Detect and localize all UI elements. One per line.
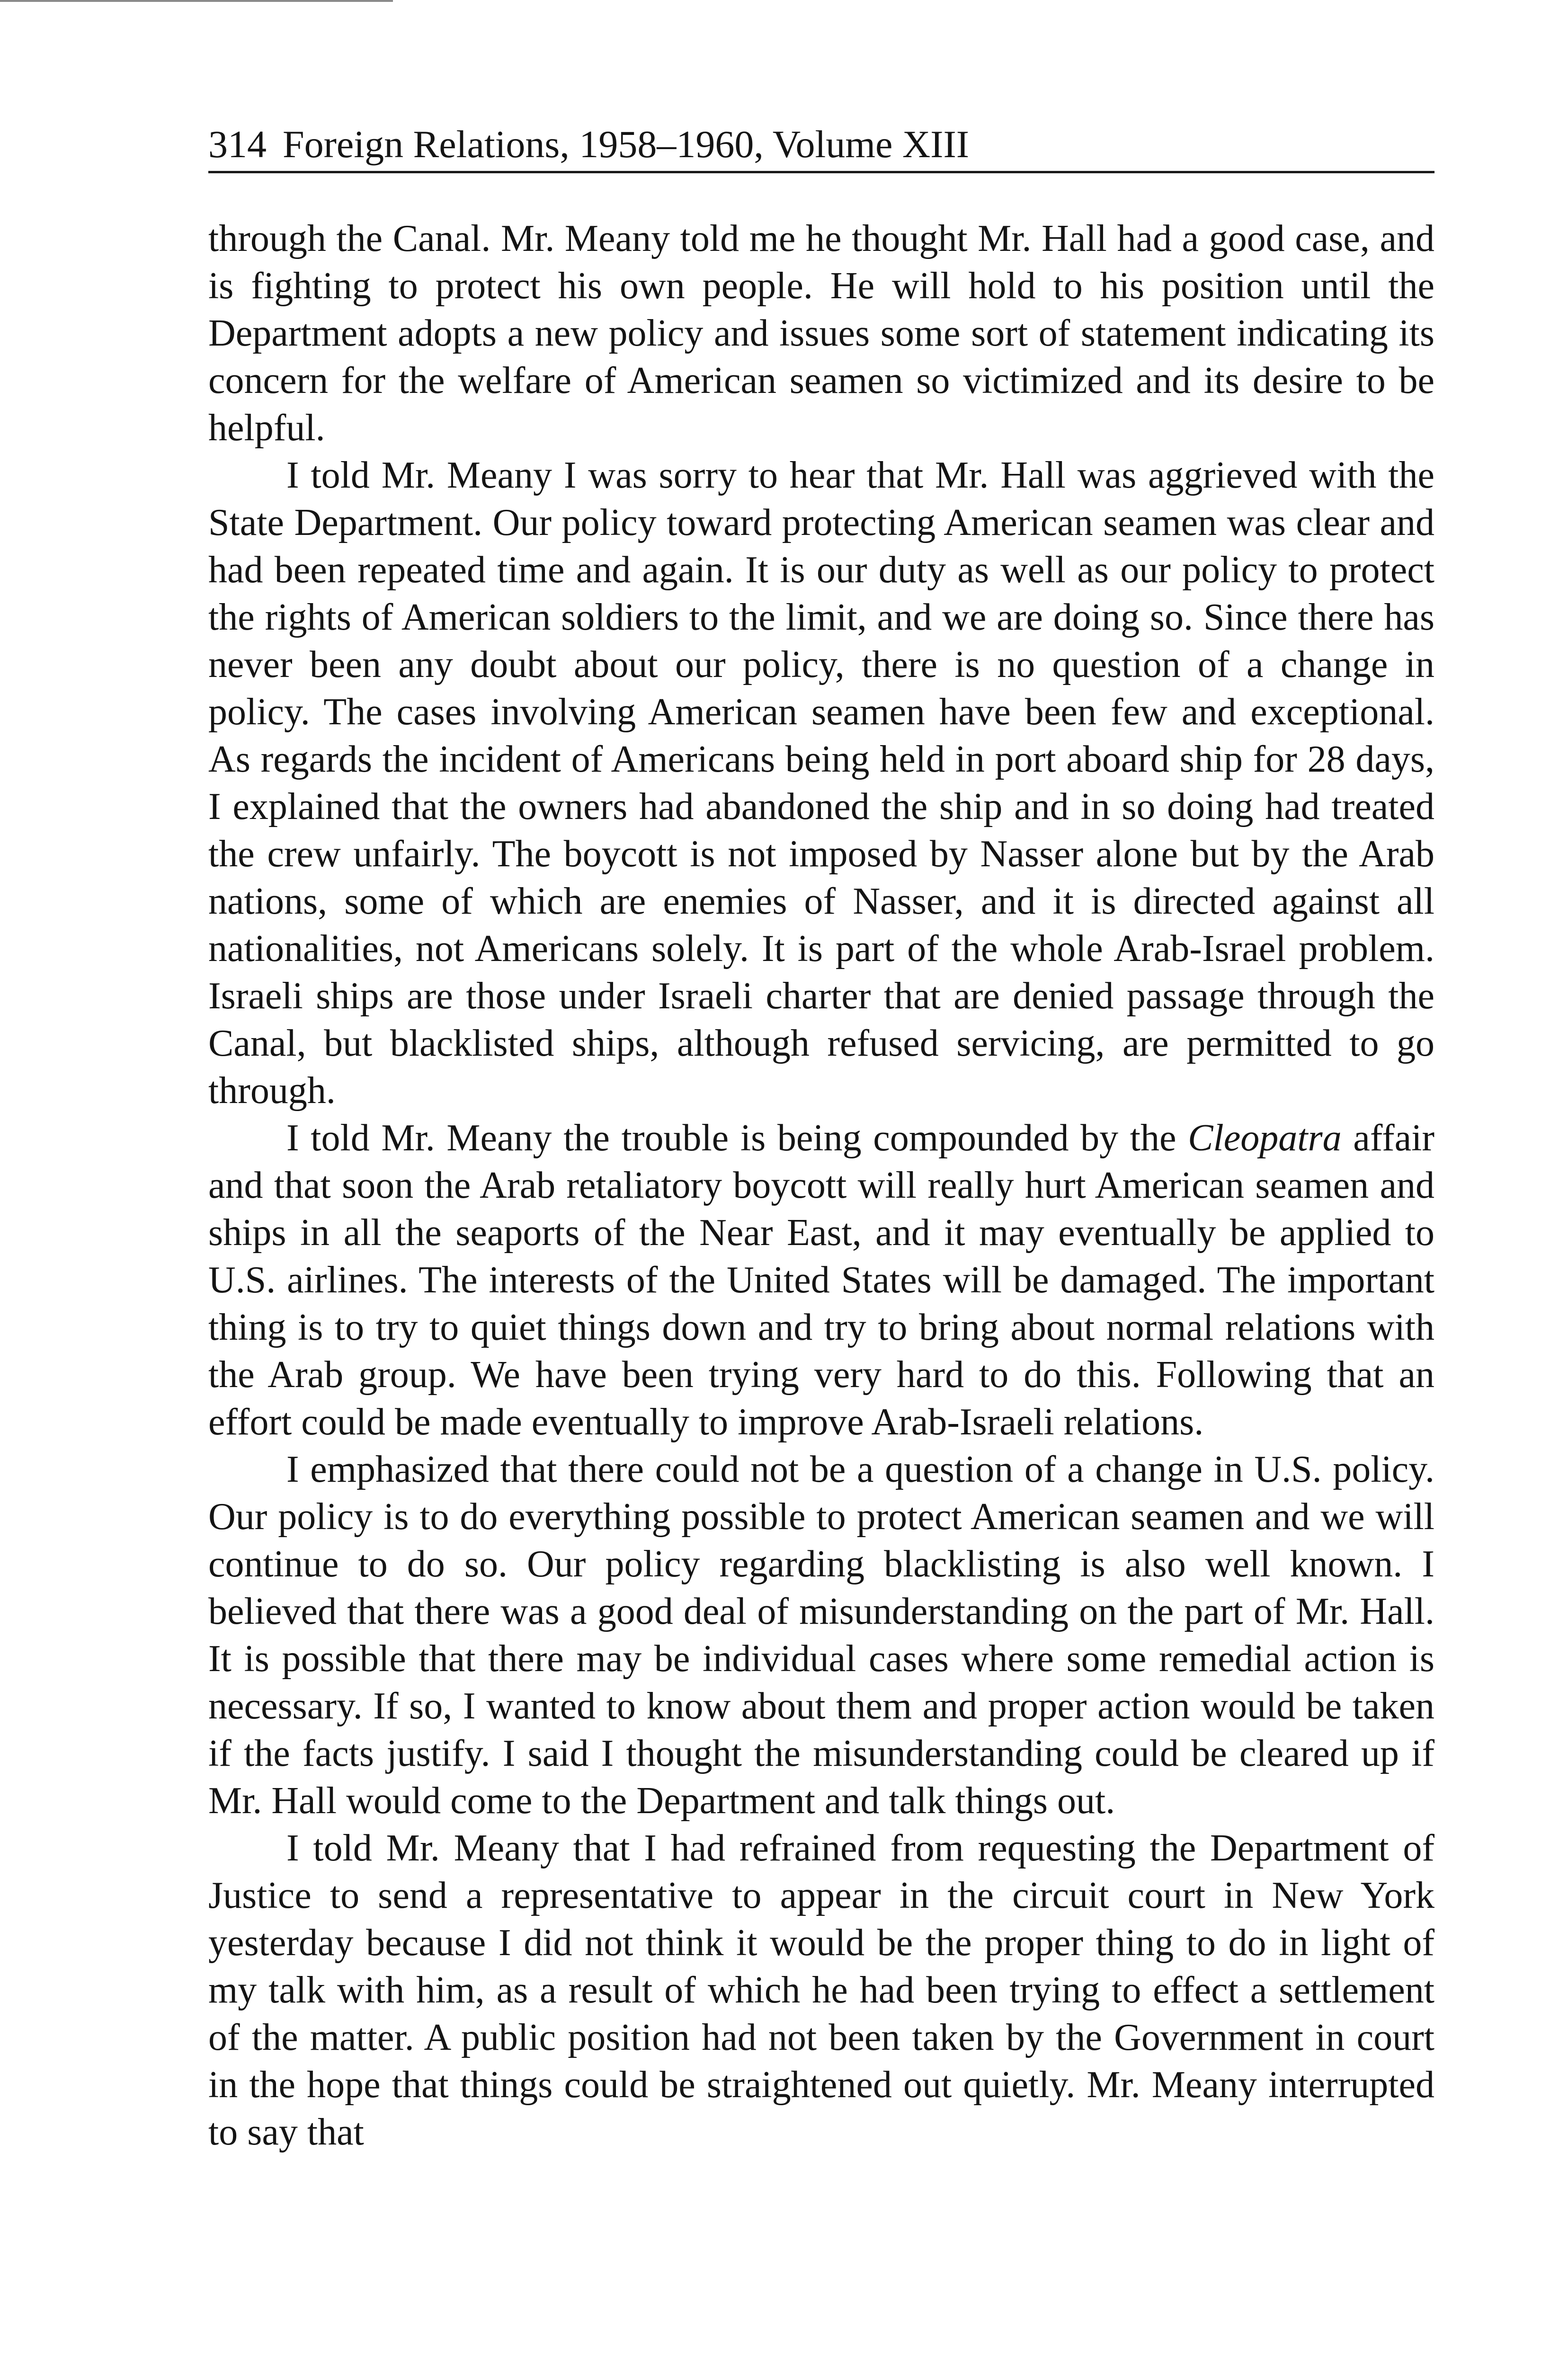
body-text [208, 215, 1434, 2156]
paragraph-continued: through the Canal. Mr. Meany told me he thought Mr. Hall had a good case, and is fighting to protect his own people. He will hold to his position until the Department adopts a new policy and issues some sort of statement indicating its concern for the welfare of American seamen so victimized and its desire to be helpful. [208, 218, 1434, 449]
running-head [208, 121, 1434, 173]
paragraph-aggrieved: I told Mr. Meany I was sorry to hear that Mr. Hall was aggrieved with the State Department. Our policy toward protecting American seamen was clear and had been repeated time and again. It is our duty as well as our policy to protect the rights of American soldiers to the limit, and we are doing so. Since there has never been any doubt about our policy, there is no question of a change in policy. The cases involving American seamen have been few and exceptional. As regards the incident of Americans being held in port aboard ship for 28 days, I explained that the owners had abandoned the ship and in so doing had treated the crew unfairly. The boycott is not imposed by Nasser alone but by the Arab nations, some of which are enemies of Nasser, and it is directed against all nationalities, not Americans solely. It is part of the whole Arab-Israel problem. Israeli ships are those under Israeli charter that are denied passage through the Canal, but blacklisted ships, although refused servicing, are permitted to go through. [208, 454, 1434, 1112]
paragraph-text: I told Mr. Meany the trouble is being compounded by the [286, 1117, 1188, 1159]
paragraph-cleopatra-affair [208, 1114, 1434, 1446]
book-page [208, 121, 1434, 2156]
top-edge-rule [0, 0, 393, 2]
paragraph-text: affair and that soon the Arab retaliatory boycott will really hurt American seamen and ships in all the seaports of the Near East, and it may eventually be applied to U.S. airlines. The interests of the United States will be damaged. The important thing is to try to quiet things down and try to bring about normal relations with the Arab group. We have been trying very hard to do this. Following that an effort could be made eventually to improve Arab-Israeli relations. [208, 1117, 1434, 1443]
running-head-title: Foreign Relations, 1958–1960, Volume XIII [283, 123, 970, 166]
page-number: 314 [208, 123, 267, 166]
paragraph-policy-emphasis: I emphasized that there could not be a question of a change in U.S. policy. Our policy is to do everything possible to protect American seamen and we will continue to do so. Our policy regarding blacklisting is also well known. I believed that there was a good deal of misunderstanding on the part of Mr. Hall. It is possible that there may be individual cases where some remedial action is necessary. If so, I wanted to know about them and proper action would be taken if the facts justify. I said I thought the misunderstanding could be cleared up if Mr. Hall would come to the Department and talk things out. [208, 1449, 1434, 1822]
ship-name-italic: Cleopatra [1188, 1117, 1342, 1159]
paragraph-department-of-justice: I told Mr. Meany that I had refrained from requesting the Department of Justice to send a representative to appear in the circuit court in New York yesterday because I did not think it would be the proper thing to do in light of my talk with him, as a result of which he had been trying to effect a settlement of the matter. A public position had not been taken by the Government in court in the hope that things could be straightened out quietly. Mr. Meany interrupted to say that [208, 1827, 1434, 2153]
